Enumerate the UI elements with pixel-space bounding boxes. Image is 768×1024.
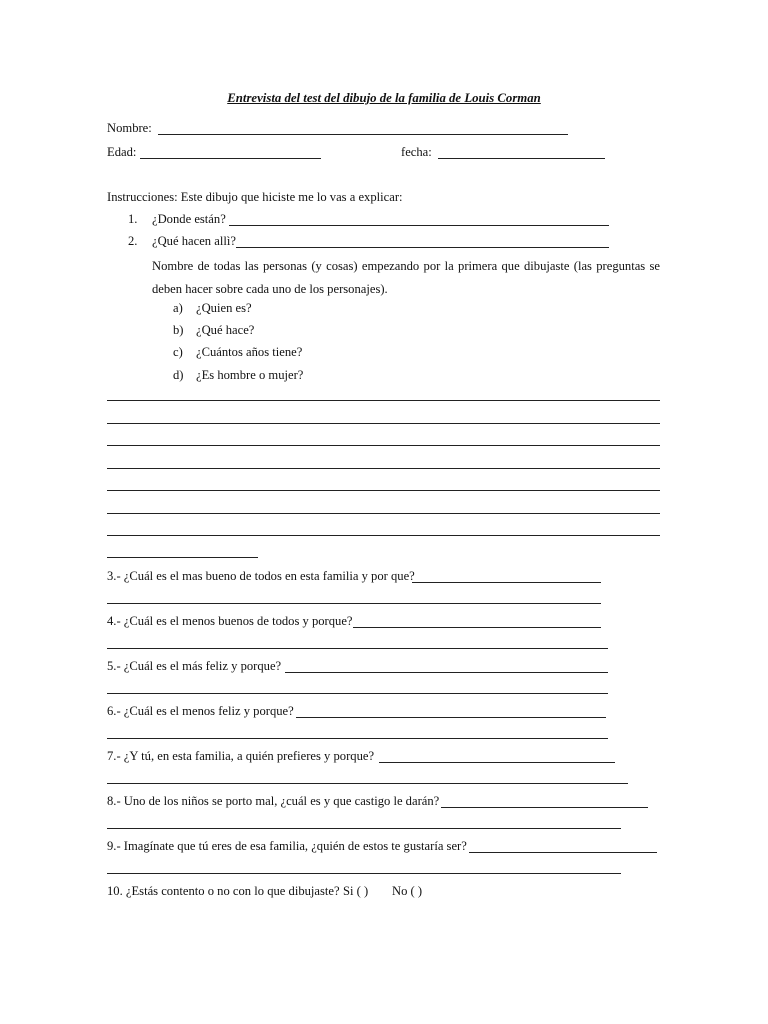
question-6: 6.- ¿Cuál es el menos feliz y porque?: [107, 704, 294, 718]
answer-line[interactable]: [107, 468, 660, 469]
question-3: 3.- ¿Cuál es el mas bueno de todos en esta familia y por que?: [107, 569, 415, 583]
answer-line[interactable]: [107, 445, 660, 446]
question-5-inline-line[interactable]: [285, 672, 608, 673]
answer-line-short[interactable]: [107, 557, 258, 558]
question-3-answer-line[interactable]: [107, 603, 601, 604]
nombre-label: Nombre:: [107, 121, 152, 135]
instructions-text: Instrucciones: Este dibujo que hiciste me lo vas a explicar:: [107, 190, 403, 204]
edad-field-line[interactable]: [140, 158, 321, 159]
item-2-text: ¿Qué hacen allì?: [152, 234, 236, 248]
sub-item-b-letter: b): [173, 323, 184, 337]
sub-item-d-letter: d): [173, 368, 184, 382]
question-5: 5.- ¿Cuál es el más feliz y porque?: [107, 659, 282, 673]
sub-item-b-text: ¿Qué hace?: [196, 323, 255, 337]
answer-line[interactable]: [107, 423, 660, 424]
question-6-answer-line[interactable]: [107, 738, 608, 739]
document-title: Entrevista del test del dibujo de la familia de Louis Corman: [227, 91, 541, 105]
question-6-inline-line[interactable]: [296, 717, 606, 718]
question-5-answer-line[interactable]: [107, 693, 608, 694]
item-1-text: ¿Donde están?: [152, 212, 226, 226]
question-8-answer-line[interactable]: [107, 828, 621, 829]
sub-item-a-letter: a): [173, 301, 183, 315]
question-7-answer-line[interactable]: [107, 783, 628, 784]
answer-line[interactable]: [107, 513, 660, 514]
item-2-number: 2.: [128, 234, 138, 248]
question-7-inline-line[interactable]: [379, 762, 615, 763]
question-9: 9.- Imagínate que tú eres de esa familia, ¿quién de estos te gustaría ser?: [107, 839, 467, 853]
sub-item-d-text: ¿Es hombre o mujer?: [196, 368, 304, 382]
answer-line[interactable]: [107, 535, 660, 536]
answer-line[interactable]: [107, 490, 660, 491]
question-8: 8.- Uno de los niños se porto mal, ¿cuál es y que castigo le darán?: [107, 794, 440, 808]
question-3-inline-line[interactable]: [412, 582, 601, 583]
question-9-inline-line[interactable]: [469, 852, 657, 853]
item-2-answer-line[interactable]: [236, 247, 609, 248]
question-10: 10. ¿Estás contento o no con lo que dibujaste?: [107, 884, 340, 898]
fecha-label: fecha:: [401, 145, 432, 159]
question-8-inline-line[interactable]: [441, 807, 648, 808]
instruction-paragraph: Nombre de todas las personas (y cosas) empezando por la primera que dibujaste (las preguntas se deben hacer sobre cada uno de los personajes).: [152, 259, 660, 296]
item-1-number: 1.: [128, 212, 138, 226]
question-4-answer-line[interactable]: [107, 648, 608, 649]
fecha-field-line[interactable]: [438, 158, 605, 159]
question-4-inline-line[interactable]: [353, 627, 601, 628]
si-checkbox[interactable]: Si ( ): [343, 884, 369, 898]
nombre-field-line[interactable]: [158, 134, 568, 135]
sub-item-a-text: ¿Quien es?: [196, 301, 252, 315]
no-checkbox[interactable]: No ( ): [392, 884, 423, 898]
edad-label: Edad:: [107, 145, 137, 159]
sub-item-c-letter: c): [173, 345, 183, 359]
answer-line[interactable]: [107, 400, 660, 401]
question-4: 4.- ¿Cuál es el menos buenos de todos y porque?: [107, 614, 353, 628]
question-9-answer-line[interactable]: [107, 873, 621, 874]
item-1-answer-line[interactable]: [229, 225, 609, 226]
question-7: 7.- ¿Y tú, en esta familia, a quién prefieres y porque?: [107, 749, 375, 763]
sub-item-c-text: ¿Cuántos años tiene?: [196, 345, 303, 359]
